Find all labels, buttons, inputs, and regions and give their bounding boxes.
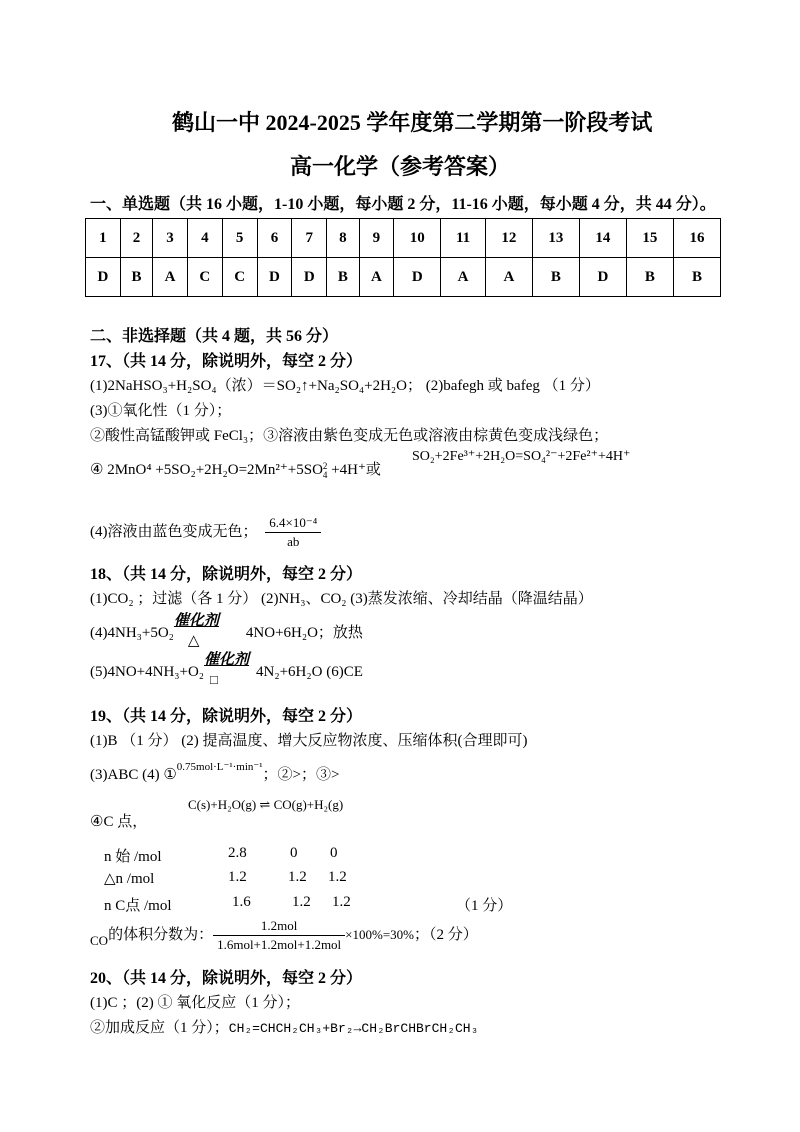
q-number: 4 [187,219,222,258]
part2-heading: 二、非选择题（共 4 题，共 56 分） [90,328,339,345]
catalyst-label: 催化剂 [204,652,250,668]
q-number: 15 [626,219,673,258]
fraction-numerator: 6.4×10⁻⁴ [265,515,321,533]
q17-eq1-end: +4H⁺或 [327,462,381,478]
fraction-result: ×100%=30% [345,926,414,942]
q-number: 11 [441,219,486,258]
q-number: 5 [222,219,257,258]
q20-answer: ②加成反应（1 分）； [90,1020,229,1036]
q-answer: A [441,258,486,297]
q-answer: D [579,258,626,297]
fraction-denominator: 1.6mol+1.2mol+1.2mol [217,937,342,952]
q17-line4 [90,458,381,480]
page-title: 鹤山一中 2024-2025 学年度第二学期第一阶段考试 [172,110,653,135]
q18-eq2-left: (5)4NO+4NH₃+O₂ [90,664,205,680]
q17-fraction [265,515,321,550]
q-answer: B [120,258,152,297]
ice-cell: 1.2 [228,869,247,885]
q-number: 2 [120,219,152,258]
co-label: CO [90,932,109,948]
q17-line3: ②酸性高锰酸钾或 FeCl₃；③溶液由紫色变成无色或溶液由棕黄色变成浅绿色； [90,428,609,444]
q17-line2: (3)①氧化性（1 分）； [90,403,232,419]
q18-line2 [90,613,363,649]
ice-cell: 1.2 [332,894,351,910]
ice-cell: 1.2 [292,894,311,910]
sub: 4 [322,469,328,480]
q-number: 3 [153,219,188,258]
q-number: 9 [359,219,394,258]
q-number: 8 [327,219,359,258]
heat-symbol: △ [187,633,200,649]
ice-row-label: △n /mol [104,871,155,887]
ice-cell: 1.2 [288,869,307,885]
fraction-numerator: 1.2mol [213,918,345,936]
catalyst-condition [204,652,256,687]
fraction-label: 的体积分数为： [108,926,214,943]
q-answer: B [626,258,673,297]
q17-heading: 17、（共 14 分，除说明外，每空 2 分） [90,353,363,370]
q18-line1: (1)CO₂ ；过滤（各 1 分） (2)NH₃、CO₂ (3)蒸发浓缩、冷却结晶（降温结晶） [90,591,593,607]
q-number: 7 [292,219,327,258]
q18-line3 [90,652,363,687]
q19-line2 [90,763,339,784]
catalyst-label: 催化剂 [173,613,219,629]
ice-row-label: n 始 /mol [104,849,162,865]
q19-volume-fraction [90,918,478,953]
q18-eq-right: 4NO+6H₂O；放热 [245,625,363,641]
fraction-score: ；（2 分） [414,926,478,943]
q-number: 12 [485,219,532,258]
q17-eq1: ④ 2MnO⁴ +5SO₂+2H₂O=2Mn²⁺+5SO [90,462,323,478]
answer-table-number-row [86,219,721,258]
q19-point-c: ④C 点， [90,814,148,830]
volume-fraction [213,918,345,953]
q-answer: A [359,258,394,297]
q-number: 1 [86,219,121,258]
q-number: 6 [257,219,292,258]
condition-box: □ [210,672,218,687]
catalyst-condition [173,613,246,649]
q17-eq2: SO₂+2Fe³⁺+2H₂O=SO₄²⁻+2Fe²⁺+4H⁺ [412,449,631,464]
q-number: 10 [394,219,441,258]
q-answer: D [394,258,441,297]
q17-line5 [90,515,321,550]
q20-line1: (1)C ；(2) ① 氧化反应（1 分）； [90,995,300,1011]
q-answer: B [673,258,720,297]
q-answer: C [222,258,257,297]
q20-equation: CH₂=CHCH₂CH₃+Br₂→CH₂BrCHBrCH₂CH₃ [228,1021,479,1036]
ice-cell: 1.2 [328,869,347,885]
sup: 2 [322,460,328,471]
q19-answer3: (3)ABC (4) ① [90,767,177,783]
ice-cell: 0 [330,845,338,861]
q17-answer4: (4)溶液由蓝色变成无色； [90,523,258,540]
ice-score: （1 分） [456,898,513,914]
q19-line1: (1)B （1 分） (2) 提高温度、增大反应物浓度、压缩体积(合理即可) [90,733,528,749]
q18-eq2-right: 4N₂+6H₂O (6)CE [256,664,363,680]
ice-cell: 2.8 [228,845,247,861]
ice-row-label: n C点 /mol [104,898,172,914]
q20-line2 [90,1016,478,1037]
q19-equilibrium-equation: C(s)+H₂O(g) ⇌ CO(g)+H₂(g) [188,797,344,812]
fraction-denominator: ab [287,534,300,549]
q-answer: C [187,258,222,297]
answer-table-answer-row [86,258,721,297]
q-number: 16 [673,219,720,258]
q-answer: D [292,258,327,297]
q-answer: A [485,258,532,297]
q18-heading: 18、（共 14 分，除说明外，每空 2 分） [90,566,363,583]
q-number: 13 [532,219,579,258]
q-number: 14 [579,219,626,258]
q-answer: A [153,258,188,297]
part1-heading: 一、单选题（共 16 小题，1-10 小题，每小题 2 分，11-16 小题，每小题 4 分，共 44 分）。 [90,196,716,213]
q19-answer4-rest: ；②>；③> [262,767,340,783]
ice-cell: 0 [290,845,298,861]
q-answer: B [327,258,359,297]
answer-table [85,218,721,297]
q-answer: B [532,258,579,297]
q18-eq-left: (4)4NH₃+5O₂ [90,625,174,641]
q17-line1: (1)2NaHSO₃+H₂SO₄（浓）＝SO₂↑+Na₂SO₄+2H₂O； (2)bafegh 或 bafeg （1 分） [90,378,600,394]
q19-rate: 0.75mol·L⁻¹·min⁻¹ [176,761,263,773]
q-answer: D [257,258,292,297]
q-answer: D [86,258,121,297]
page-subtitle: 高一化学（参考答案） [290,154,511,179]
ice-cell: 1.6 [232,894,251,910]
q20-heading: 20、（共 14 分，除说明外，每空 2 分） [90,970,363,987]
q19-heading: 19、（共 14 分，除说明外，每空 2 分） [90,708,363,725]
